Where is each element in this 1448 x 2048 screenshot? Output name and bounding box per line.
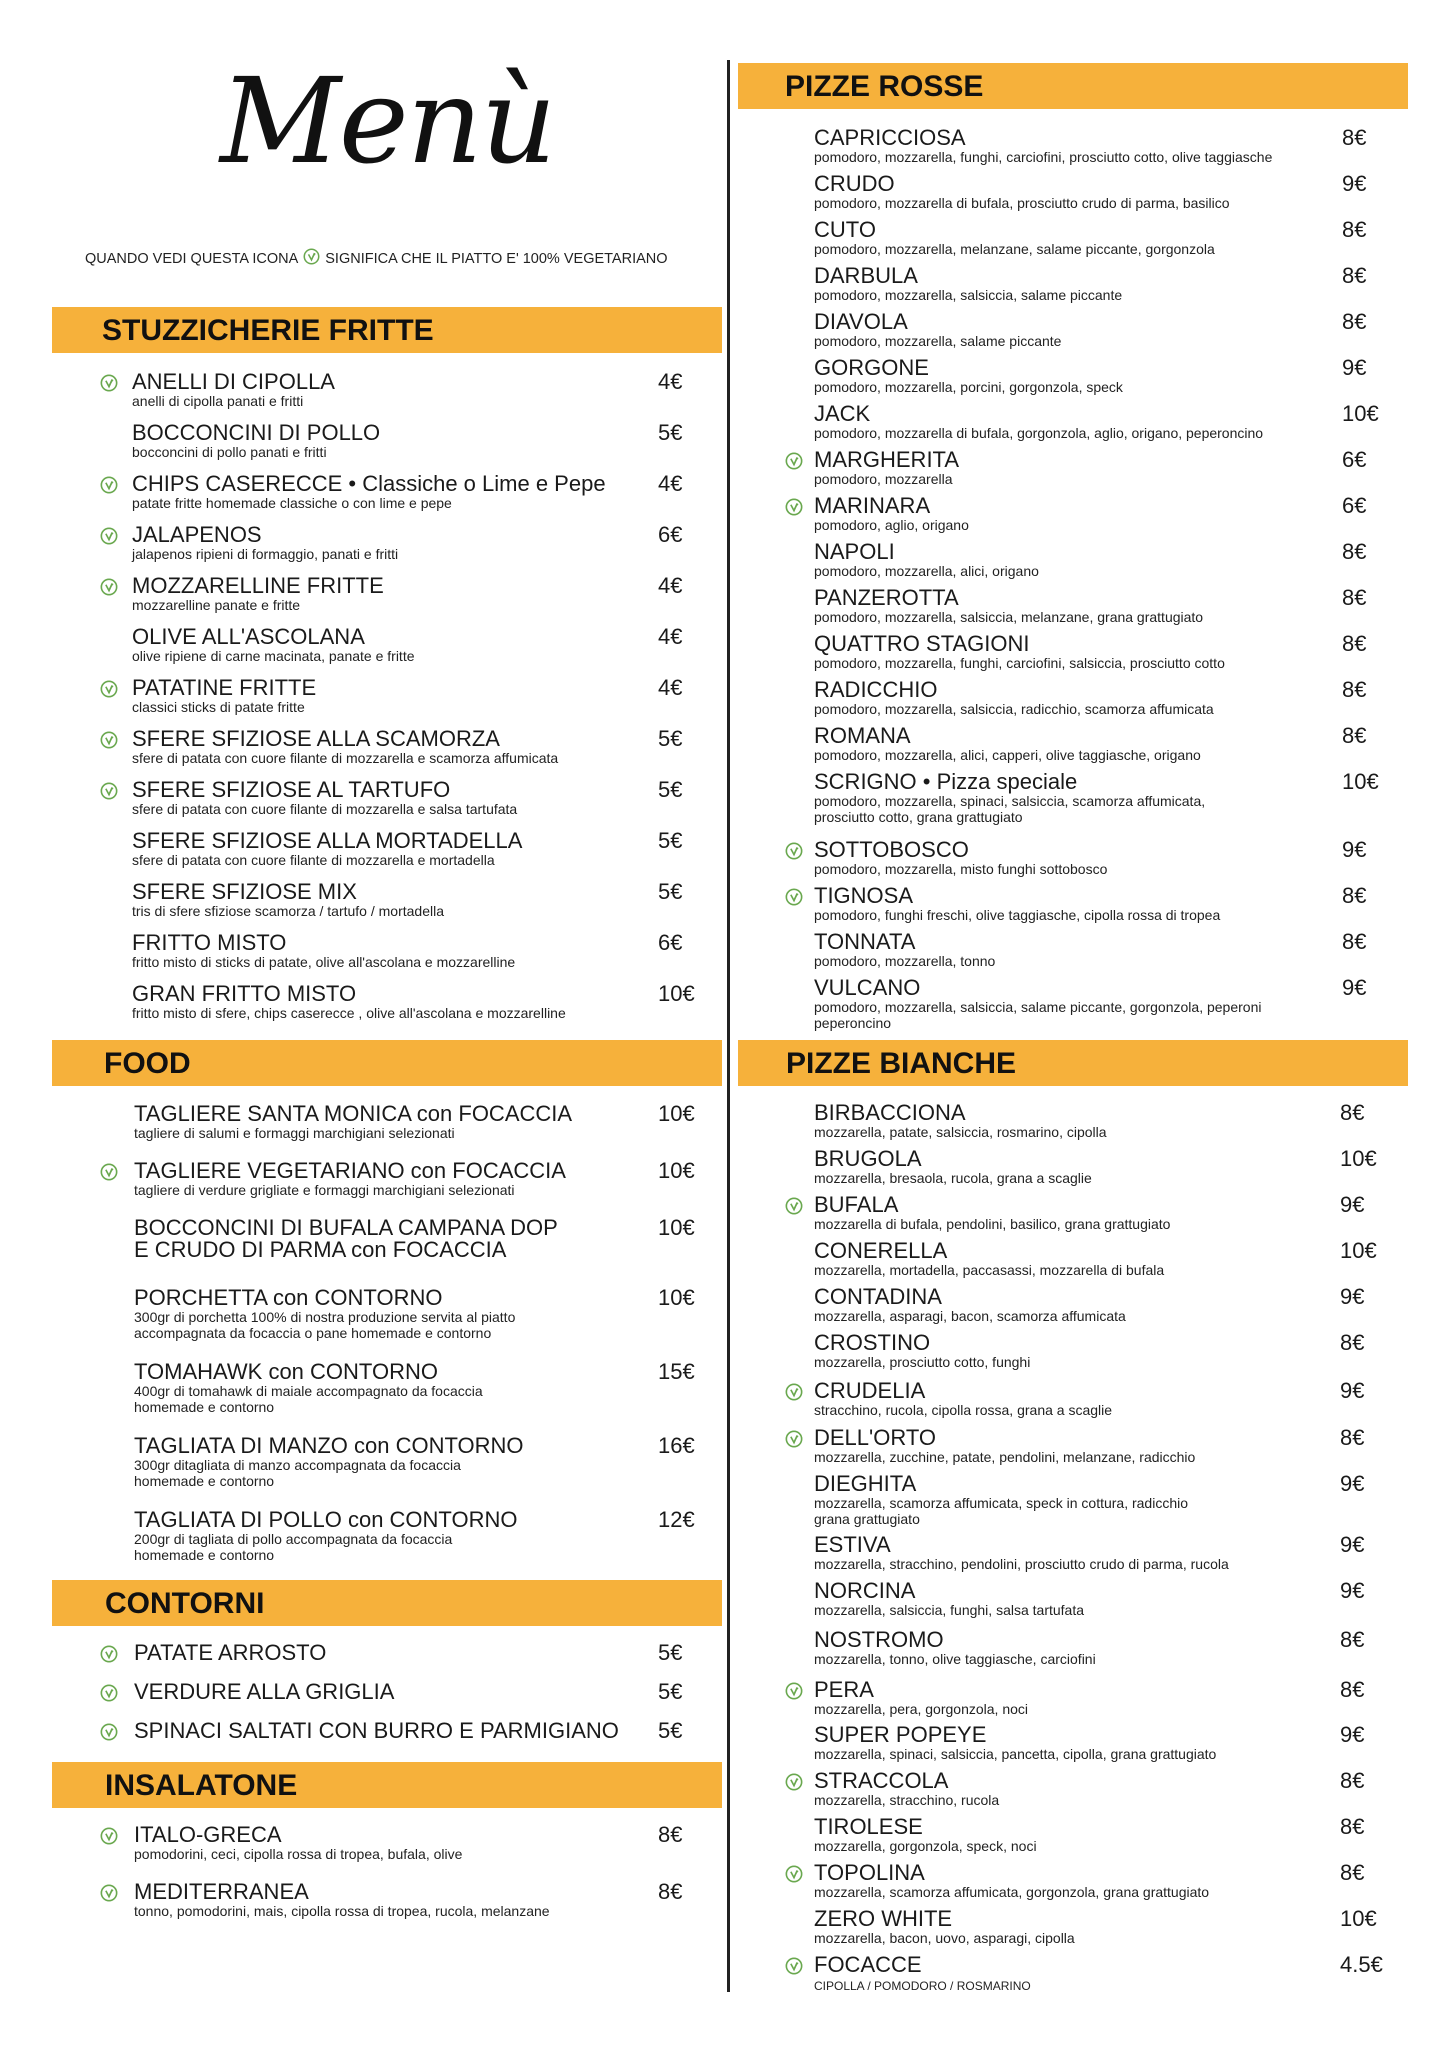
item-name: FRITTO MISTO [132,930,287,955]
item-name: VULCANO [814,975,921,1000]
section-header-insalatone [52,1762,722,1808]
item-description: mozzarella, pera, gorgonzola, noci [814,1701,1029,1717]
item-description: fritto misto di sticks di patate, olive all'ascolana e mozzarelline [132,954,516,970]
item-price: 8€ [1340,1100,1365,1125]
item-price: 10€ [658,1101,695,1126]
item-price: 4€ [658,624,683,649]
item-name: ITALO-GRECA [134,1822,282,1847]
item-name: NORCINA [814,1578,916,1603]
vegetarian-leaf-icon [100,782,118,800]
item-description: pomodoro, mozzarella, misto funghi sottobosco [814,861,1108,877]
item-name: CAPRICCIOSA [814,125,966,150]
item-name: JACK [814,401,871,426]
item-price: 5€ [658,777,683,802]
item-name: QUATTRO STAGIONI [814,631,1030,656]
vegetarian-leaf-icon [100,527,118,545]
item-price: 6€ [658,522,683,547]
item-price: 5€ [658,1679,683,1704]
vegetarian-leaf-icon [100,374,118,392]
item-price: 8€ [1340,1677,1365,1702]
item-name: JALAPENOS [132,522,262,547]
item-name: FOCACCE [814,1952,922,1977]
section-header-food [52,1040,722,1086]
vegetarian-leaf-icon [100,1684,118,1702]
item-description: pomodoro, mozzarella, tonno [814,953,996,969]
item-price: 8€ [1342,677,1367,702]
item-description: mozzarella, scamorza affumicata, gorgonzola, grana grattugiato [814,1884,1210,1900]
item-description: pomodoro, mozzarella, alici, origano [814,563,1039,579]
vegetarian-leaf-icon [785,1430,803,1448]
item-name: TAGLIERE SANTA MONICA con FOCACCIA [134,1101,573,1126]
item-name: SCRIGNO • Pizza speciale [814,769,1078,794]
item-price: 4€ [658,471,683,496]
vegetarian-leaf-icon [100,1163,118,1181]
item-name: MOZZARELLINE FRITTE [132,573,384,598]
item-name: OLIVE ALL'ASCOLANA [132,624,365,649]
vegetarian-leaf-icon [100,680,118,698]
item-description: mozzarella, gorgonzola, speck, noci [814,1838,1037,1854]
vegetarian-leaf-icon [785,1197,803,1215]
item-description: homemade e contorno [134,1399,275,1415]
item-description: pomodoro, mozzarella, melanzane, salame piccante, gorgonzola [814,241,1215,257]
vegetarian-leaf-icon [100,1884,118,1902]
item-description: mozzarella di bufala, pendolini, basilico, grana grattugiato [814,1216,1171,1232]
item-price: 5€ [658,879,683,904]
item-price: 8€ [1342,631,1367,656]
item-name: TIROLESE [814,1814,923,1839]
item-name: TOPOLINA [814,1860,925,1885]
vegetarian-leaf-icon [785,1957,803,1975]
item-name: RADICCHIO [814,677,938,702]
vegetarian-leaf-icon [785,1682,803,1700]
item-description: patate fritte homemade classiche o con lime e pepe [132,495,452,511]
item-description: pomodorini, ceci, cipolla rossa di tropea, bufala, olive [134,1846,463,1862]
item-description: 400gr di tomahawk di maiale accompagnato da focaccia [134,1383,483,1399]
item-price: 8€ [1340,1860,1365,1885]
item-description: pomodoro, mozzarella, funghi, carciofini, salsiccia, prosciutto cotto [814,655,1225,671]
vegetarian-leaf-icon [785,888,803,906]
item-name: ROMANA [814,723,911,748]
item-name: CRUDELIA [814,1378,926,1403]
vegetarian-leaf-icon [303,248,320,269]
item-name: SFERE SFIZIOSE MIX [132,879,357,904]
section-title: FOOD [104,1047,191,1080]
item-name: BOCCONCINI DI BUFALA CAMPANA DOP [134,1215,558,1240]
vegetarian-leaf-icon [100,578,118,596]
item-description: mozzarella, bacon, uovo, asparagi, cipolla [814,1930,1075,1946]
item-price: 8€ [1340,1627,1365,1652]
section-header-bianche [738,1040,1408,1086]
section-title: CONTORNI [105,1587,265,1620]
item-description: sfere di patata con cuore filante di mozzarella e salsa tartufata [132,801,518,817]
item-description: tonno, pomodorini, mais, cipolla rossa di tropea, rucola, melanzane [134,1903,550,1919]
item-description: tris di sfere sfiziose scamorza / tartufo / mortadella [132,903,444,919]
item-name: STRACCOLA [814,1768,949,1793]
item-price: 16€ [658,1433,695,1458]
item-description: mozzarella, scamorza affumicata, speck in cottura, radicchio [814,1495,1189,1511]
column-divider [727,60,730,1992]
item-price: 8€ [1340,1814,1365,1839]
item-description: mozzarella, bresaola, rucola, grana a scaglie [814,1170,1092,1186]
item-description: sfere di patata con cuore filante di mozzarella e mortadella [132,852,495,868]
item-description: pomodoro, mozzarella, salsiccia, salame piccante [814,287,1123,303]
item-description: stracchino, rucola, cipolla rossa, grana a scaglie [814,1402,1113,1418]
item-description: mozzarella, zucchine, patate, pendolini, melanzane, radicchio [814,1449,1196,1465]
item-price: 6€ [1342,447,1367,472]
vegetarian-leaf-icon [785,452,803,470]
vegetarian-leaf-icon [100,1723,118,1741]
item-description: jalapenos ripieni di formaggio, panati e fritti [132,546,399,562]
item-price: 15€ [658,1359,695,1384]
item-name: BRUGOLA [814,1146,922,1171]
item-description: pomodoro, mozzarella, salsiccia, melanzane, grana grattugiato [814,609,1204,625]
item-description: mozzarella, tonno, olive taggiasche, carciofini [814,1651,1096,1667]
item-name: SUPER POPEYE [814,1722,987,1747]
item-price: 8€ [1342,263,1367,288]
item-description: olive ripiene di carne macinata, panate e fritte [132,648,415,664]
item-name: TAGLIATA DI POLLO con CONTORNO [134,1507,518,1532]
vegetarian-note-before: QUANDO VEDI QUESTA ICONA [85,250,299,267]
item-name: SFERE SFIZIOSE ALLA SCAMORZA [132,726,500,751]
item-description: pomodoro, mozzarella, alici, capperi, olive taggiasche, origano [814,747,1201,763]
item-price: 8€ [658,1822,683,1847]
item-description: pomodoro, mozzarella di bufala, gorgonzola, aglio, origano, peperoncino [814,425,1264,441]
item-description: pomodoro, aglio, origano [814,517,969,533]
item-name: DIEGHITA [814,1471,917,1496]
item-description: mozzarella, spinaci, salsiccia, pancetta, cipolla, grana grattugiato [814,1746,1217,1762]
item-price: 9€ [1342,171,1367,196]
item-price: 10€ [658,1285,695,1310]
item-price: 8€ [1342,723,1367,748]
item-price: 8€ [1342,217,1367,242]
item-description: pomodoro, funghi freschi, olive taggiasche, cipolla rossa di tropea [814,907,1221,923]
item-price: 10€ [658,1158,695,1183]
item-name: DARBULA [814,263,918,288]
item-description: tagliere di salumi e formaggi marchigiani selezionati [134,1125,455,1141]
item-name: CHIPS CASERECCE • Classiche o Lime e Pepe [132,471,606,496]
item-price: 10€ [1340,1238,1377,1263]
item-name: TAGLIERE VEGETARIANO con FOCACCIA [134,1158,566,1183]
item-name: PERA [814,1677,874,1702]
item-description: 300gr ditagliata di manzo accompagnata da focaccia [134,1457,461,1473]
item-name: PATATE ARROSTO [134,1640,327,1665]
item-price: 10€ [658,981,695,1006]
item-name: PATATINE FRITTE [132,675,317,700]
item-name: DELL'ORTO [814,1425,936,1450]
vegetarian-leaf-icon [785,1383,803,1401]
item-description: pomodoro, mozzarella di bufala, prosciutto crudo di parma, basilico [814,195,1230,211]
item-name: GRAN FRITTO MISTO [132,981,357,1006]
item-name: MEDITERRANEA [134,1879,309,1904]
item-description: pomodoro, mozzarella, salsiccia, radicchio, scamorza affumicata [814,701,1214,717]
vegetarian-leaf-icon [785,1773,803,1791]
item-name: ANELLI DI CIPOLLA [132,369,335,394]
item-description: bocconcini di pollo panati e fritti [132,444,327,460]
item-price: 8€ [1340,1425,1365,1450]
item-description: mozzarella, salsiccia, funghi, salsa tartufata [814,1602,1085,1618]
item-price: 8€ [1342,539,1367,564]
item-description: grana grattugiato [814,1511,920,1527]
vegetarian-leaf-icon [785,842,803,860]
item-name-line2: E CRUDO DI PARMA con FOCACCIA [134,1237,507,1262]
item-name: SFERE SFIZIOSE ALLA MORTADELLA [132,828,523,853]
item-description: pomodoro, mozzarella, funghi, carciofini, prosciutto cotto, olive taggiasche [814,149,1273,165]
vegetarian-note [85,248,668,269]
section-title: PIZZE BIANCHE [786,1047,1017,1080]
item-description: prosciutto cotto, grana grattugiato [814,809,1023,825]
item-name: CROSTINO [814,1330,931,1355]
item-price: 10€ [658,1215,695,1240]
item-description: mozzarella, prosciutto cotto, funghi [814,1354,1031,1370]
section-header-contorni [52,1580,722,1626]
item-price: 9€ [1340,1192,1365,1217]
item-name: PORCHETTA con CONTORNO [134,1285,443,1310]
item-description: fritto misto di sfere, chips caserecce , olive all'ascolana e mozzarelline [132,1005,566,1021]
item-name: GORGONE [814,355,929,380]
item-price: 9€ [1340,1722,1365,1747]
section-header-rosse [738,63,1408,109]
item-name: TIGNOSA [814,883,914,908]
item-description: anelli di cipolla panati e fritti [132,393,304,409]
item-name: TAGLIATA DI MANZO con CONTORNO [134,1433,524,1458]
item-price: 8€ [1342,585,1367,610]
item-description: sfere di patata con cuore filante di mozzarella e scamorza affumicata [132,750,559,766]
item-price: 4€ [658,369,683,394]
item-price: 8€ [1342,883,1367,908]
section-header-stuzzicherie [52,307,722,353]
item-price: 8€ [658,1879,683,1904]
item-price: 4.5€ [1340,1952,1383,1977]
item-description: tagliere di verdure grigliate e formaggi marchigiani selezionati [134,1182,515,1198]
item-name: BOCCONCINI DI POLLO [132,420,381,445]
item-name: NOSTROMO [814,1627,944,1652]
vegetarian-leaf-icon [100,476,118,494]
item-name: SPINACI SALTATI CON BURRO E PARMIGIANO [134,1718,619,1743]
item-price: 9€ [1340,1471,1365,1496]
item-name: ESTIVA [814,1532,891,1557]
item-description: classici sticks di patate fritte [132,699,305,715]
item-price: 6€ [1342,493,1367,518]
item-name: BUFALA [814,1192,899,1217]
item-name: CONTADINA [814,1284,942,1309]
item-name: NAPOLI [814,539,895,564]
item-name: CUTO [814,217,876,242]
item-description: accompagnata da focaccia o pane homemade e contorno [134,1325,492,1341]
item-description: mozzarelline panate e fritte [132,597,301,613]
item-description: mozzarella, mortadella, paccasassi, mozzarella di bufala [814,1262,1165,1278]
item-price: 8€ [1340,1768,1365,1793]
vegetarian-leaf-icon [100,1645,118,1663]
item-price: 5€ [658,420,683,445]
item-description: mozzarella, asparagi, bacon, scamorza affumicata [814,1308,1126,1324]
item-price: 9€ [1340,1532,1365,1557]
item-description: CIPOLLA / POMODORO / ROSMARINO [814,1979,1031,1993]
item-price: 9€ [1342,837,1367,862]
item-name: SFERE SFIZIOSE AL TARTUFO [132,777,451,802]
item-description: mozzarella, stracchino, pendolini, prosciutto crudo di parma, rucola [814,1556,1229,1572]
item-description: 200gr di tagliata di pollo accompagnata da focaccia [134,1531,453,1547]
vegetarian-leaf-icon [785,498,803,516]
item-description: pomodoro, mozzarella, salsiccia, salame piccante, gorgonzola, peperoni [814,999,1262,1015]
item-description: mozzarella, patate, salsiccia, rosmarino, cipolla [814,1124,1107,1140]
item-name: TONNATA [814,929,916,954]
item-price: 8€ [1342,125,1367,150]
section-title: INSALATONE [105,1769,298,1802]
item-price: 8€ [1342,929,1367,954]
item-price: 5€ [658,726,683,751]
item-description: mozzarella, stracchino, rucola [814,1792,1000,1808]
vegetarian-leaf-icon [785,1865,803,1883]
item-price: 10€ [1340,1146,1377,1171]
item-description: 300gr di porchetta 100% di nostra produzione servita al piatto [134,1309,516,1325]
item-price: 12€ [658,1507,695,1532]
vegetarian-note-after: SIGNIFICA CHE IL PIATTO E' 100% VEGETARIANO [325,250,668,267]
section-title: STUZZICHERIE FRITTE [102,314,434,347]
item-price: 9€ [1340,1284,1365,1309]
item-price: 10€ [1342,401,1379,426]
item-price: 9€ [1340,1578,1365,1603]
item-name: CRUDO [814,171,895,196]
item-name: MARINARA [814,493,931,518]
item-description: pomodoro, mozzarella, salame piccante [814,333,1062,349]
item-price: 4€ [658,573,683,598]
item-name: BIRBACCIONA [814,1100,966,1125]
item-price: 5€ [658,828,683,853]
item-name: CONERELLA [814,1238,948,1263]
item-name: ZERO WHITE [814,1906,953,1931]
item-price: 9€ [1342,355,1367,380]
vegetarian-leaf-icon [100,1827,118,1845]
item-name: MARGHERITA [814,447,960,472]
item-price: 6€ [658,930,683,955]
item-description: pomodoro, mozzarella, porcini, gorgonzola, speck [814,379,1123,395]
item-description: peperoncino [814,1015,892,1031]
item-description: pomodoro, mozzarella [814,471,953,487]
item-name: DIAVOLA [814,309,908,334]
item-name: SOTTOBOSCO [814,837,969,862]
item-description: homemade e contorno [134,1473,275,1489]
item-price: 9€ [1342,975,1367,1000]
menu-title: Menù [220,52,555,190]
item-price: 8€ [1340,1330,1365,1355]
item-name: VERDURE ALLA GRIGLIA [134,1679,395,1704]
item-name: PANZEROTTA [814,585,959,610]
item-price: 5€ [658,1640,683,1665]
item-price: 10€ [1342,769,1379,794]
section-title: PIZZE ROSSE [785,70,984,103]
item-name: TOMAHAWK con CONTORNO [134,1359,438,1384]
item-price: 4€ [658,675,683,700]
item-price: 9€ [1340,1378,1365,1403]
item-description: homemade e contorno [134,1547,275,1563]
item-price: 10€ [1340,1906,1377,1931]
item-price: 5€ [658,1718,683,1743]
item-price: 8€ [1342,309,1367,334]
item-description: pomodoro, mozzarella, spinaci, salsiccia, scamorza affumicata, [814,793,1206,809]
vegetarian-leaf-icon [100,731,118,749]
